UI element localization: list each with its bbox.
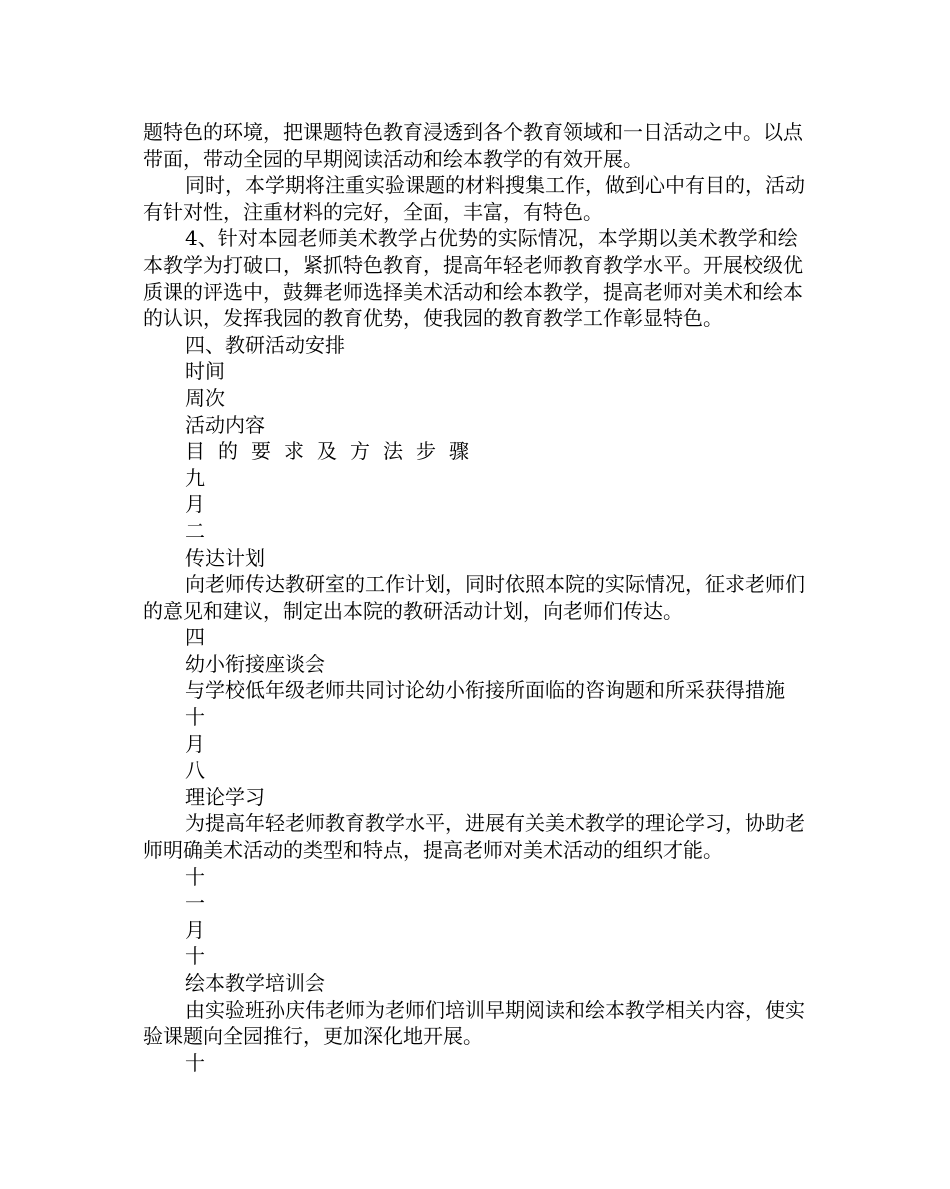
cell-description: 为提高年轻老师教育教学水平，进展有关美术教学的理论学习，协助老师明确美术活动的类型和特点，提高老师对美术活动的组织才能。	[143, 811, 805, 863]
section-heading-schedule: 四、教研活动安排	[185, 332, 345, 357]
cell-description: 由实验班孙庆伟老师为老师们培训早期阅读和绘本教学相关内容，使实验课题向全园推行，更加深化地开展。	[143, 997, 805, 1049]
cell-week: 四	[185, 625, 205, 650]
paragraph-3: 4、针对本园老师美术教学占优势的实际情况，本学期以美术教学和绘本教学为打破口，紧抓特色教育，提高年轻老师教育教学水平。开展校级优质课的评选中，鼓舞老师选择美术活动和绘本教学，提高老师对美术和绘本的认识，发挥我园的教育优势，使我园的教育教学工作彰显特色。	[143, 226, 803, 331]
table-header-content: 活动内容	[185, 412, 265, 437]
table-header-time: 时间	[185, 359, 225, 384]
paragraph-1: 题特色的环境，把课题特色教育浸透到各个教育领域和一日活动之中。以点带面，带动全园的早期阅读活动和绘本教学的有效开展。	[143, 120, 803, 171]
cell-month-char: 十	[185, 1050, 205, 1075]
paragraph-2: 同时，本学期将注重实验课题的材料搜集工作，做到心中有目的，活动有针对性，注重材料的完好，全面，丰富，有特色。	[143, 173, 805, 224]
cell-week: 十	[185, 944, 205, 969]
cell-description: 向老师传达教研室的工作计划，同时依照本院的实际情况，征求老师们的意见和建议，制定出本院的教研活动计划，向老师们传达。	[143, 572, 805, 623]
cell-activity: 传达计划	[185, 545, 265, 570]
cell-month-char: 十	[185, 705, 205, 730]
cell-month-char: 月	[185, 731, 205, 756]
cell-month-char: 九	[185, 465, 205, 490]
cell-week: 二	[185, 518, 205, 543]
table-header-week: 周次	[185, 385, 225, 410]
cell-description: 与学校低年级老师共同讨论幼小衔接所面临的咨询题和所采获得措施	[185, 678, 785, 703]
cell-activity: 理论学习	[185, 784, 265, 809]
cell-week: 八	[185, 758, 205, 783]
document-body	[143, 119, 811, 1076]
cell-activity: 绘本教学培训会	[185, 971, 325, 995]
cell-month-char: 月	[185, 492, 205, 517]
cell-month-char: 月	[185, 917, 205, 942]
cell-month-char: 十	[185, 864, 205, 889]
cell-activity: 幼小衔接座谈会	[185, 651, 325, 676]
cell-month-char: 一	[185, 891, 205, 916]
table-header-goals: 目的要求及方法步骤	[185, 439, 482, 464]
